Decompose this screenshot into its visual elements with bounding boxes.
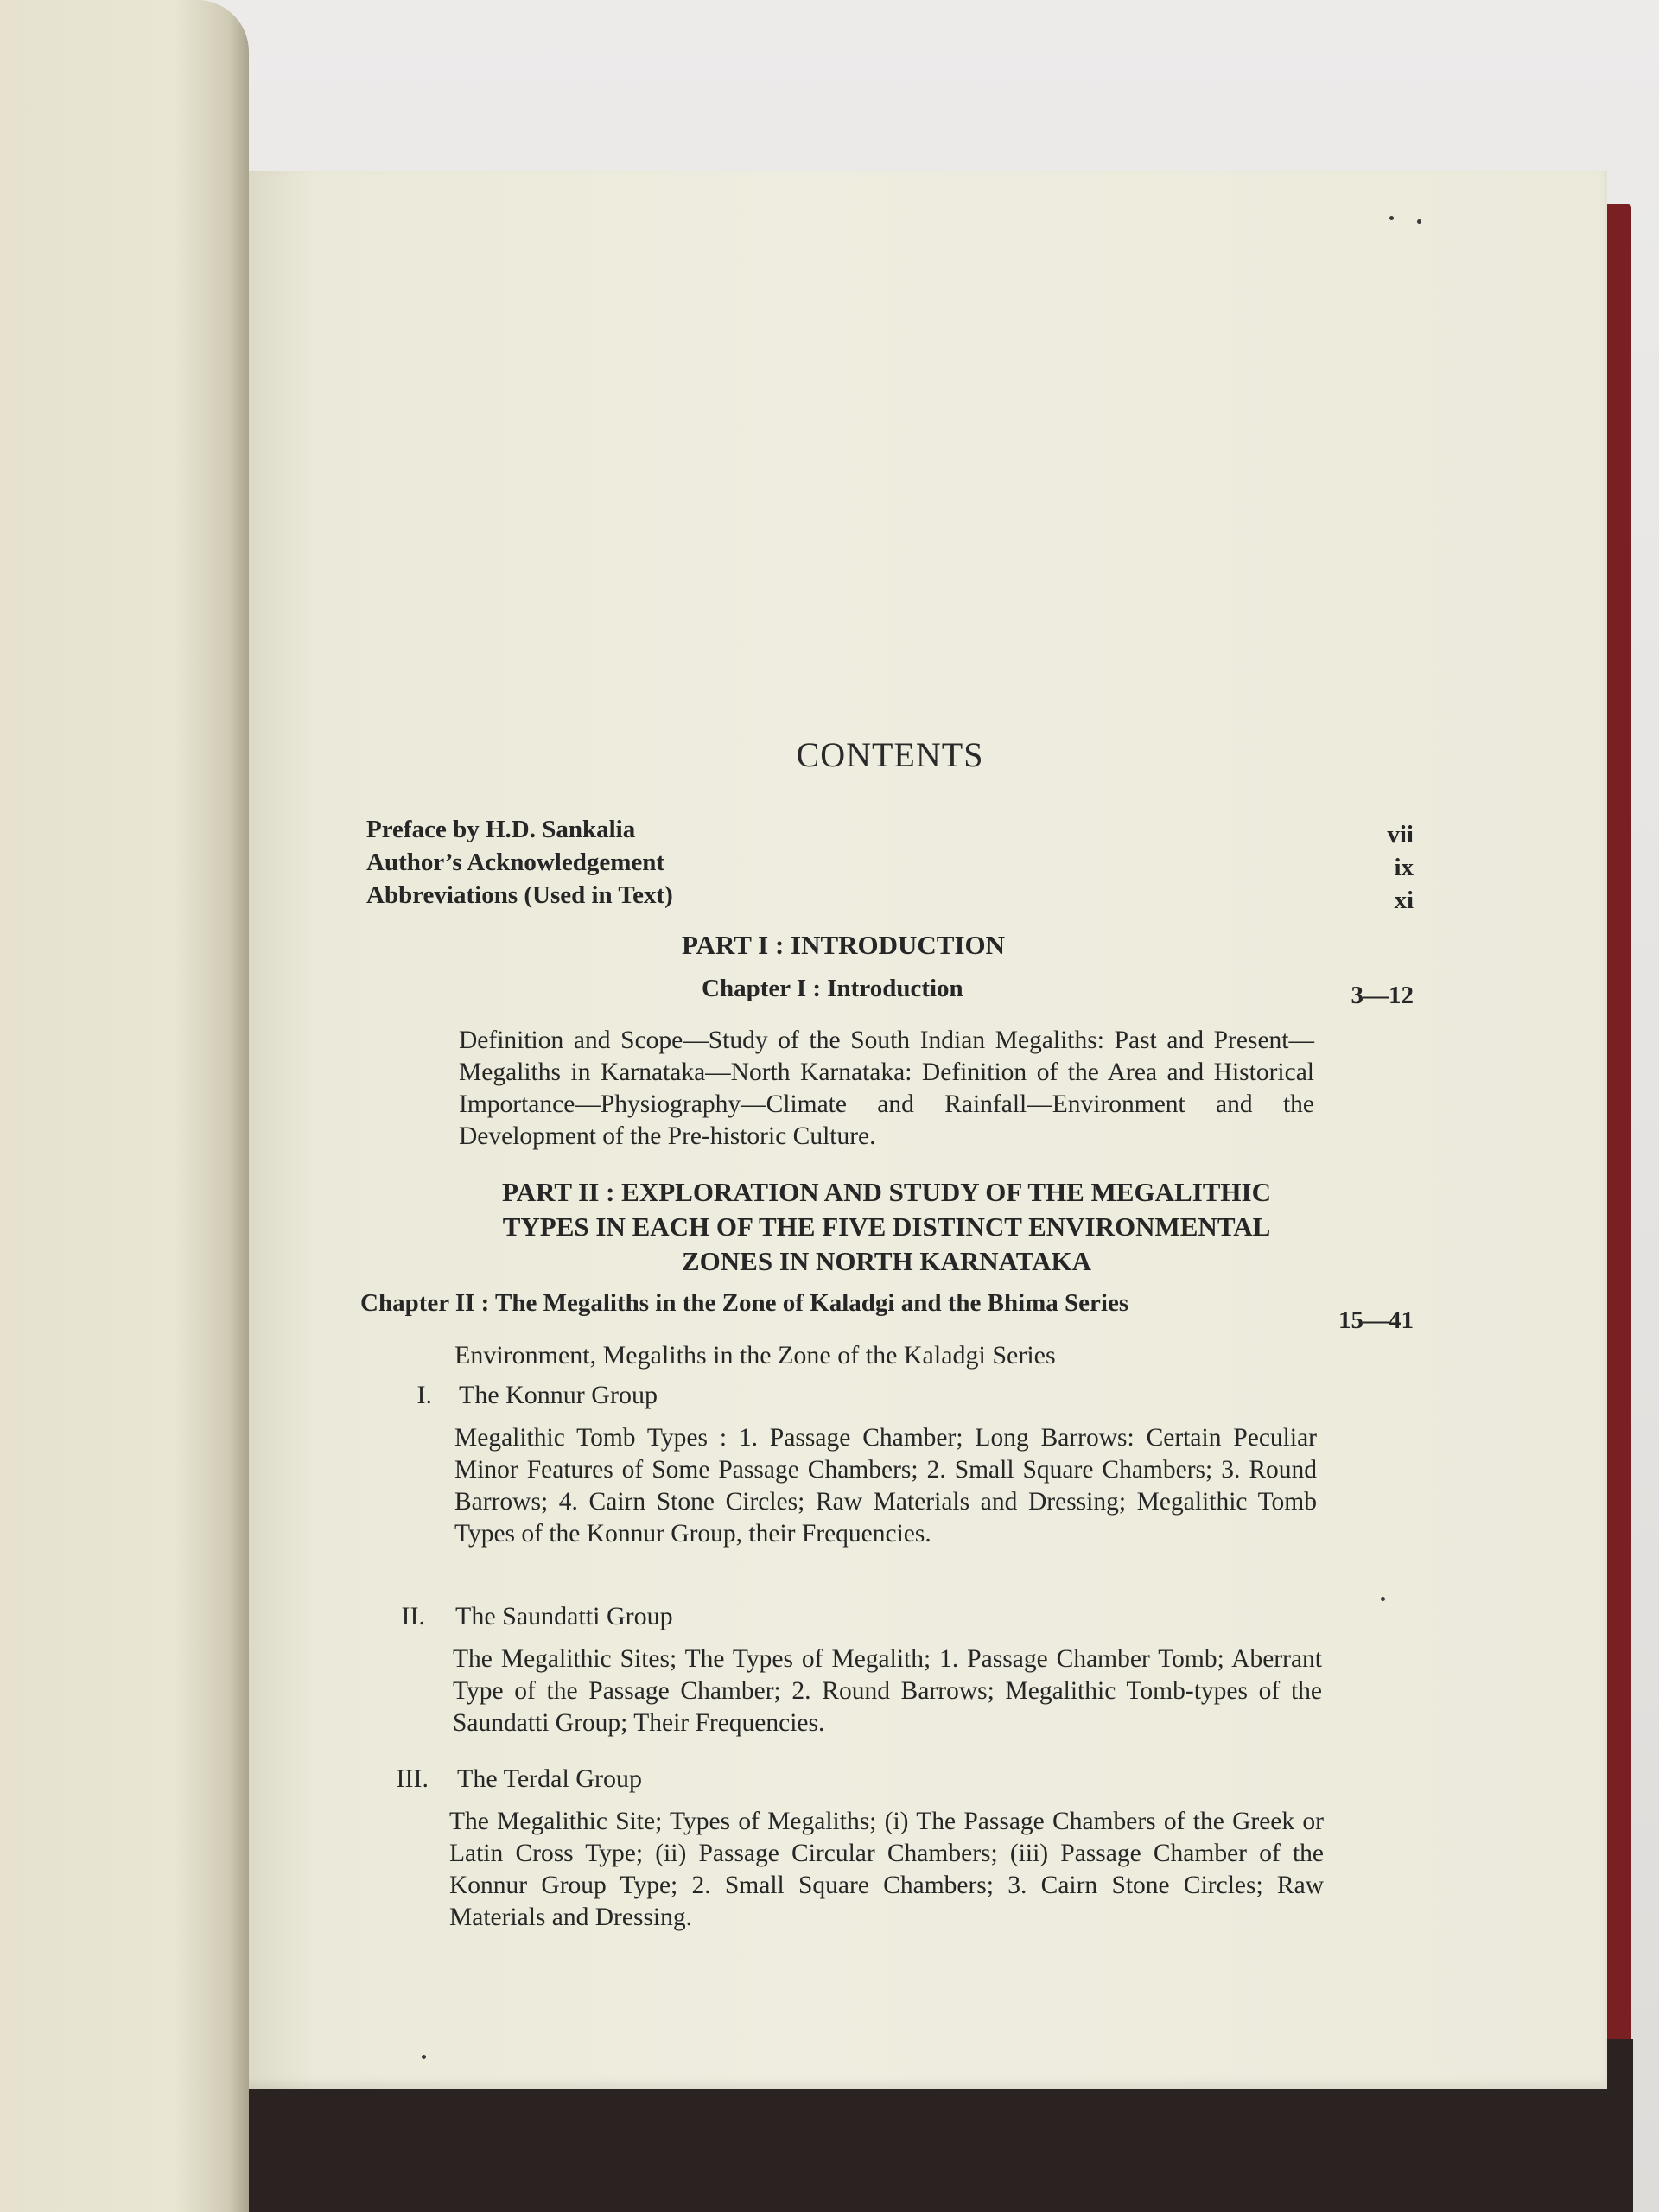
part2-heading-line3: ZONES IN NORTH KARNATAKA [681, 1246, 1091, 1276]
group2-name: The Saundatti Group [455, 1602, 673, 1630]
group3-summary: The Megalithic Site; Types of Megaliths; (i) The Passage Chambers of the Greek or Latin Cross Type; (ii) Passage Circular Chambers; (iii) Passage Chamber of the Konnur Group Type; 2. Small Square Chambers; 3. Cairn Stone Circles; Raw Materials and Dressing. [449, 1808, 1324, 1931]
group1-name: The Konnur Group [459, 1381, 658, 1409]
group1-summary: Megalithic Tomb Types : 1. Passage Chamber; Long Barrows: Certain Peculiar Minor Features of Some Passage Chambers; 2. Small Square Chambers; 3. Round Barrows; 4. Cairn Stone Circles; Raw Materials and Dressing; Megalithic Tomb Types of the Konnur Group, their Frequencies. [454, 1424, 1317, 1548]
chapter1-pages: 3—12 [1351, 982, 1414, 1009]
front-matter-preface: Preface by H.D. Sankalia [366, 816, 636, 843]
chapter2-pages: 15—41 [1338, 1306, 1414, 1334]
group2-summary: The Megalithic Sites; The Types of Megalith; 1. Passage Chamber Tomb; Aberrant Type of the Passage Chamber; 2. Round Barrows; Megalithic Tomb-types of the Saundatti Group; Their Frequencies. [453, 1645, 1322, 1737]
group2-numeral: II. [401, 1602, 425, 1630]
front-matter-abbreviations: Abbreviations (Used in Text) [366, 881, 673, 909]
part2-heading-line2: TYPES IN EACH OF THE FIVE DISTINCT ENVIRONMENTAL [502, 1211, 1271, 1242]
chapter2-title: Chapter II : The Megaliths in the Zone of Kaladgi and the Bhima Series [360, 1289, 1129, 1317]
front-matter-abbreviations-page: xi [1394, 887, 1414, 914]
front-matter-acknowledgement: Author’s Acknowledgement [366, 849, 665, 876]
page-title: CONTENTS [796, 735, 984, 774]
group3-numeral: III. [396, 1764, 429, 1793]
group1-numeral: I. [416, 1381, 432, 1409]
part2-heading-line1: PART II : EXPLORATION AND STUDY OF THE MEGALITHIC [502, 1177, 1271, 1207]
chapter1-summary: Definition and Scope—Study of the South Indian Megaliths: Past and Present—Megaliths in Karnataka—North Karnataka: Definition of the Area and Historical Importance—Physiography—Climate and Rainfall—Environment and the Development of the Pre-historic Culture. [459, 1027, 1314, 1150]
front-matter-preface-page: vii [1387, 821, 1414, 849]
front-matter-acknowledgement-page: ix [1394, 854, 1414, 881]
chapter1-title: Chapter I : Introduction [702, 975, 963, 1002]
chapter2-intro: Environment, Megaliths in the Zone of the Kaladgi Series [454, 1341, 1056, 1370]
group3-name: The Terdal Group [457, 1764, 642, 1793]
part1-heading: PART I : INTRODUCTION [681, 930, 1006, 960]
